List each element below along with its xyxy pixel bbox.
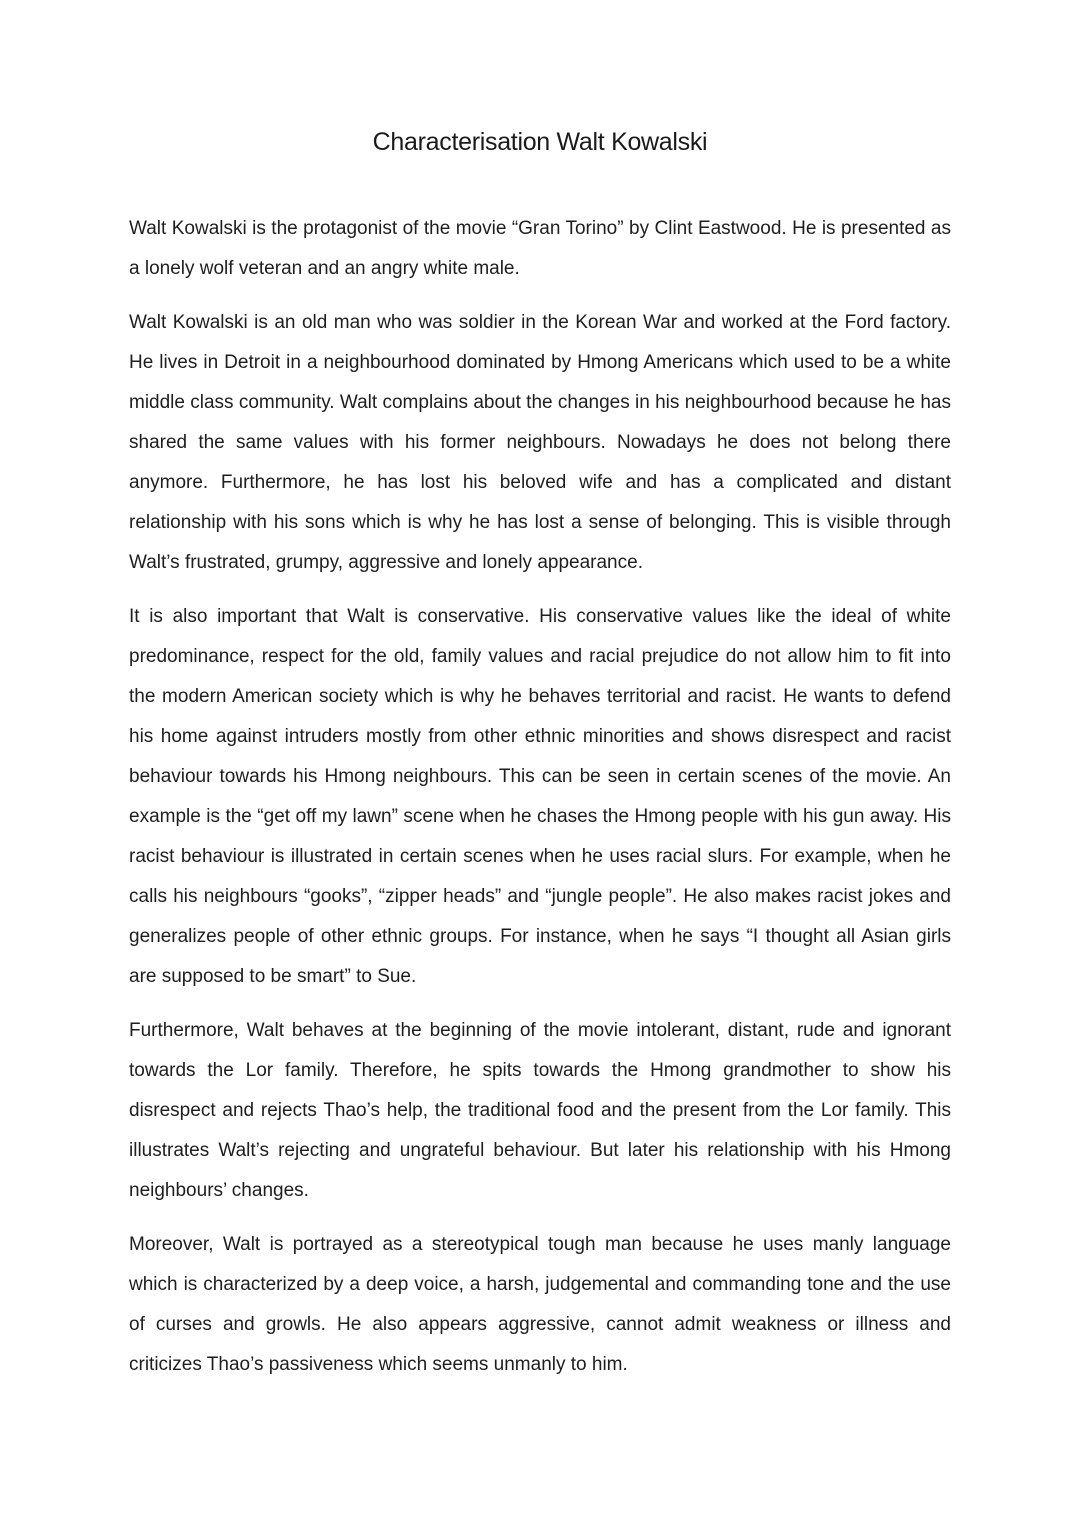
document-body [129,209,951,1399]
paragraph-lor-family: Furthermore, Walt behaves at the beginning of the movie intolerant, distant, rude and ignorant towards the Lor family. Therefore, he spits towards the Hmong grandmother to show his disrespect and rejects Thao’s help, the traditional food and the present from the Lor family. This illustrates Walt’s rejecting and ungrateful behaviour. But later his relationship with his Hmong neighbours’ changes. [129,1020,951,1201]
document-title: Characterisation Walt Kowalski [372,128,708,156]
paragraph-tough-man: Moreover, Walt is portrayed as a stereotypical tough man because he uses manly language which is characterized by a deep voice, a harsh, judgemental and commanding tone and the use of curses and growls. He also appears aggressive, cannot admit weakness or illness and criticizes Thao’s passiveness which seems unmanly to him. [129,1234,951,1375]
paragraph-conservative-values: It is also important that Walt is conservative. His conservative values like the ideal of white predominance, respect for the old, family values and racial prejudice do not allow him to fit into the modern American society which is why he behaves territorial and racist. He wants to defend his home against intruders mostly from other ethnic minorities and shows disrespect and racist behaviour towards his Hmong neighbours. This can be seen in certain scenes of the movie. An example is the “get off my lawn” scene when he chases the Hmong people with his gun away. His racist behaviour is illustrated in certain scenes when he uses racial slurs. For example, when he calls his neighbours “gooks”, “zipper heads” and “jungle people”. He also makes racist jokes and generalizes people of other ethnic groups. For instance, when he says “I thought all Asian girls are supposed to be smart” to Sue. [129,606,951,987]
paragraph-intro: Walt Kowalski is the protagonist of the movie “Gran Torino” by Clint Eastwood. He is presented as a lonely wolf veteran and an angry white male. [129,218,951,279]
paragraph-background: Walt Kowalski is an old man who was soldier in the Korean War and worked at the Ford factory. He lives in Detroit in a neighbourhood dominated by Hmong Americans which used to be a white middle class community. Walt complains about the changes in his neighbourhood because he has shared the same values with his former neighbours. Nowadays he does not belong there anymore. Furthermore, he has lost his beloved wife and has a complicated and distant relationship with his sons which is why he has lost a sense of belonging. This is visible through Walt’s frustrated, grumpy, aggressive and lonely appearance. [129,312,951,573]
